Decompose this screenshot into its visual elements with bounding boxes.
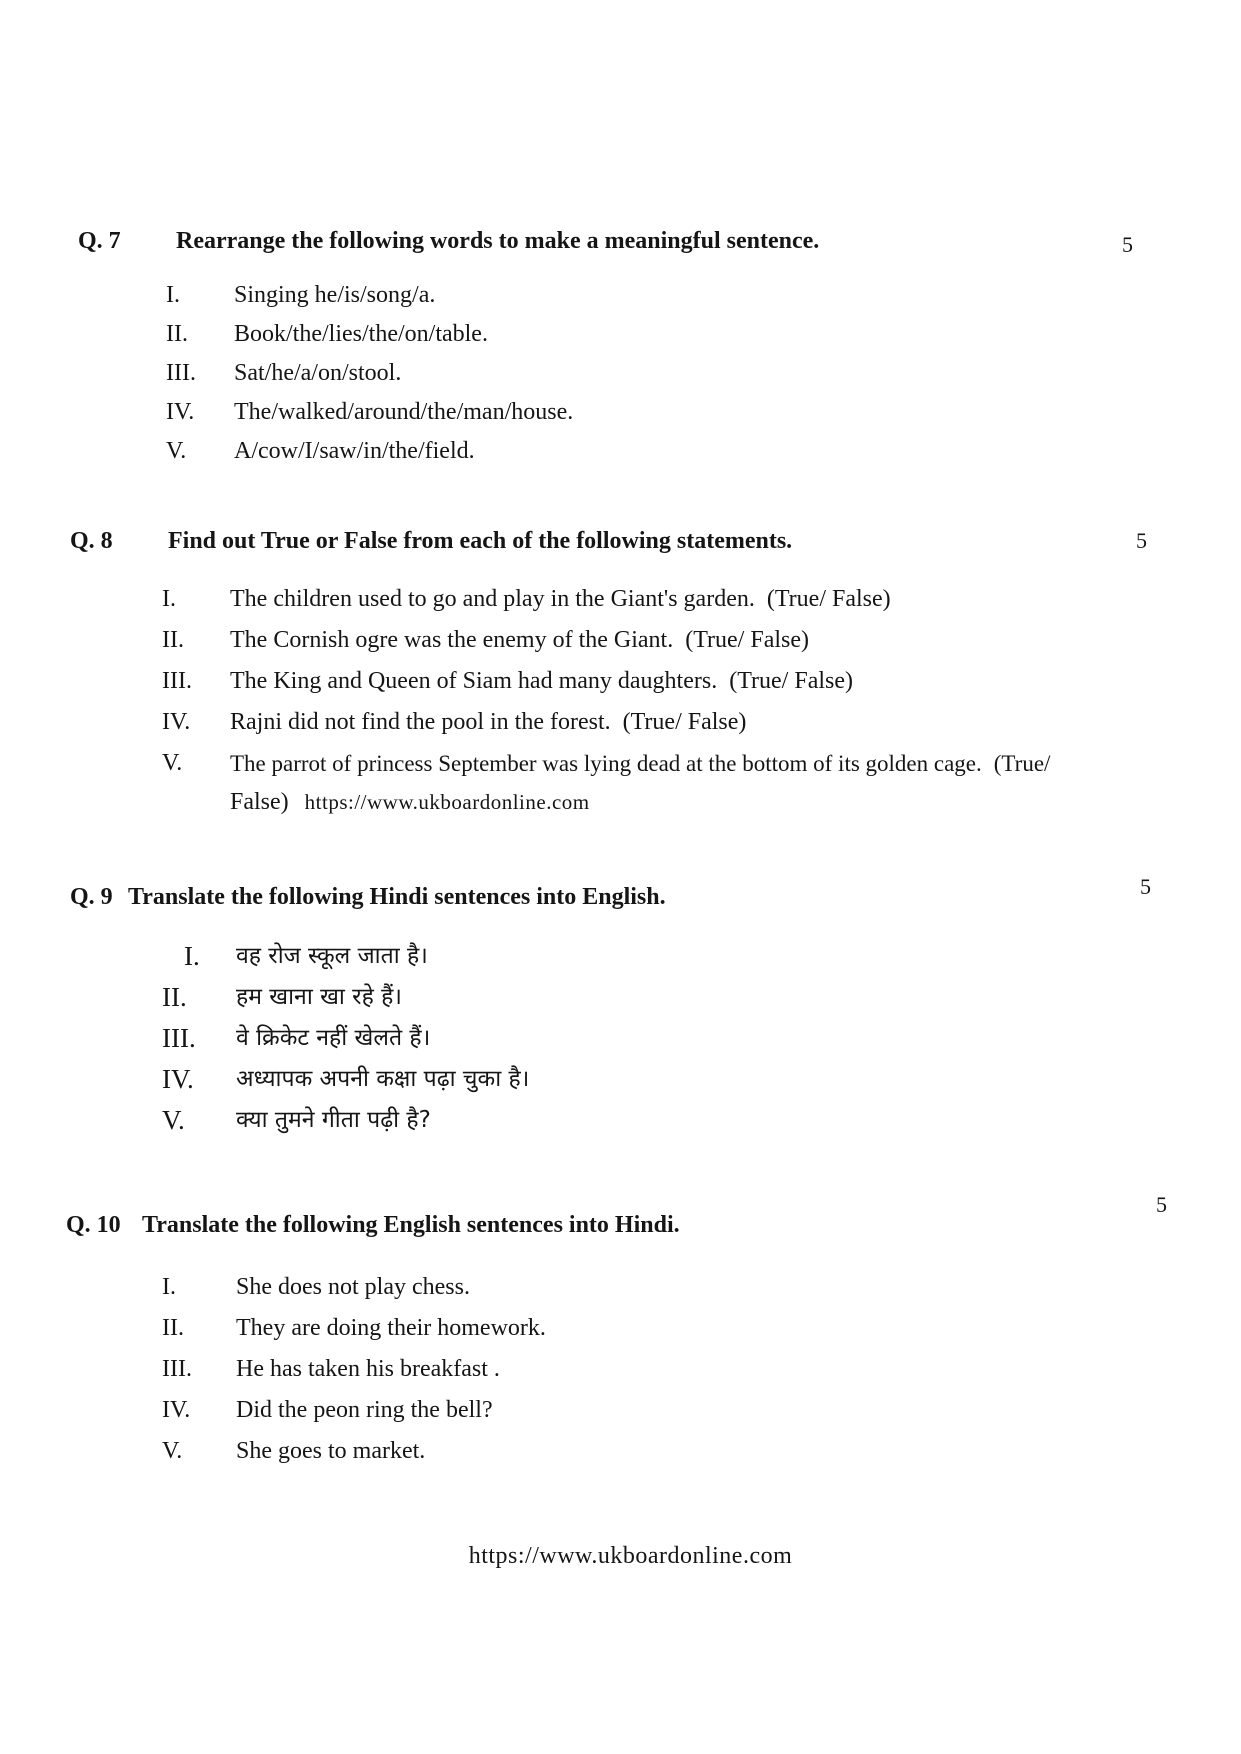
- list-item: III. वे क्रिकेट नहीं खेलते हैं।: [162, 1023, 431, 1053]
- item-list: [162, 1268, 1062, 1473]
- list-item: II. They are doing their homework.: [162, 1315, 546, 1341]
- list-item: V. क्या तुमने गीता पढ़ी है?: [162, 1105, 431, 1135]
- question-number: Q. 10: [66, 1212, 121, 1238]
- list-item: IV. Rajni did not find the pool in the forest. (True/ False): [162, 709, 747, 735]
- question-number: Q. 8: [70, 528, 113, 554]
- list-item: IV. Did the peon ring the bell?: [162, 1397, 493, 1423]
- list-item: III. He has taken his breakfast .: [162, 1356, 500, 1382]
- question-prompt: Translate the following English sentences into Hindi.: [142, 1212, 680, 1238]
- list-item: I. वह रोज स्कूल जाता है।: [184, 941, 428, 971]
- item-list: [166, 276, 1166, 471]
- item-list: [162, 580, 1202, 822]
- list-item: I. Singing he/is/song/a.: [166, 282, 436, 308]
- list-item: II. The Cornish ogre was the enemy of the Giant. (True/ False): [162, 627, 809, 653]
- list-item: V. The parrot of princess September was lying dead at the bottom of its golden cage. (True/ False) https://www.ukboardonline.com: [162, 750, 1051, 815]
- watermark-url: https://www.ukboardonline.com: [304, 790, 590, 814]
- footer-url: https://www.ukboardonline.com: [468, 1543, 793, 1569]
- list-item: III. The King and Queen of Siam had many daughters. (True/ False): [162, 668, 853, 694]
- item-list: [162, 936, 1062, 1141]
- question-marks: 5: [1140, 874, 1151, 899]
- list-item: V. A/cow/I/saw/in/the/field.: [166, 438, 475, 464]
- list-item: V. She goes to market.: [162, 1438, 426, 1464]
- question-marks: 5: [1136, 528, 1147, 553]
- list-item: II. हम खाना खा रहे हैं।: [162, 982, 403, 1012]
- question-prompt: Rearrange the following words to make a meaningful sentence.: [176, 228, 820, 254]
- question-prompt: Find out True or False from each of the following statements.: [168, 528, 793, 554]
- question-marks: 5: [1122, 232, 1133, 257]
- list-item: III. Sat/he/a/on/stool.: [166, 360, 402, 386]
- question-marks: 5: [1156, 1192, 1167, 1217]
- list-item: II. Book/the/lies/the/on/table.: [166, 321, 488, 347]
- list-item: IV. The/walked/around/the/man/house.: [166, 399, 574, 425]
- list-item: I. The children used to go and play in the Giant's garden. (True/ False): [162, 586, 891, 612]
- question-number: Q. 9: [70, 884, 113, 910]
- list-item: I. She does not play chess.: [162, 1274, 470, 1300]
- list-item: IV. अध्यापक अपनी कक्षा पढ़ा चुका है।: [162, 1064, 530, 1094]
- question-prompt: Translate the following Hindi sentences into English.: [128, 884, 666, 910]
- question-number: Q. 7: [78, 228, 121, 254]
